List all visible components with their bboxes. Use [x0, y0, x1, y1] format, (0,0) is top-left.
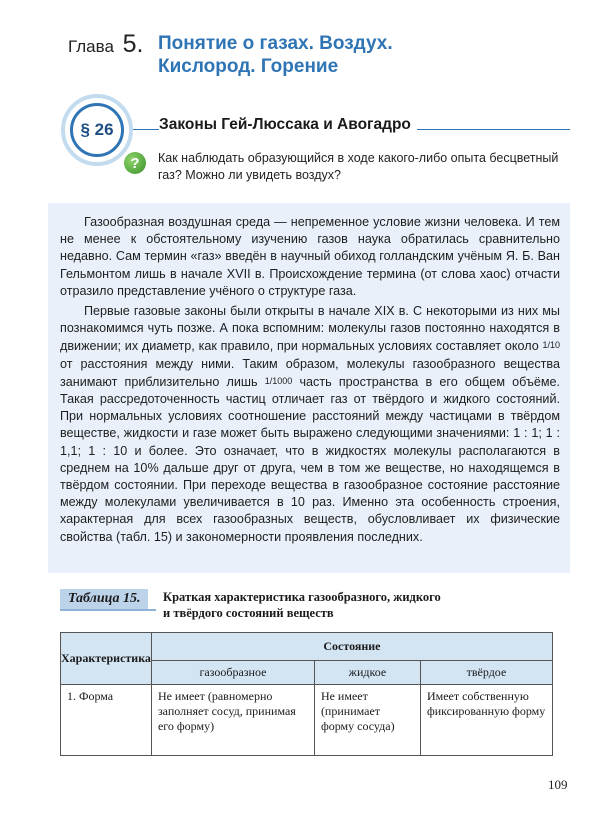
- cell-gas: Не имеет (равномерно заполняет сосуд, принимая его форму): [151, 685, 314, 756]
- question-text: Как наблюдать образующийся в ходе какого-либо опыта бесцветный газ? Можно ли увидеть воздух?: [158, 151, 559, 182]
- header-liquid: жидкое: [314, 661, 420, 685]
- section-badge: [61, 94, 133, 166]
- paragraph-1-text: Газообразная воздушная среда — непременное условие жизни человека. И тем не менее к обстоятельному изучению газов наука обратилась сравнительно недавно. Сам термин «газ» введён в научный обиход голландским учёным Я. Б. Ван Гельмонтом лишь в начале XVII в. Происхождение термина (от слова хаос) отчасти отразило представление учёного о структуре газа.: [60, 215, 560, 298]
- header-solid: твёрдое: [420, 661, 552, 685]
- cell-solid: Имеет собственную фиксированную форму: [420, 685, 552, 756]
- section-number: § 26: [70, 103, 124, 157]
- chapter-word: Глава: [68, 37, 114, 56]
- header-state: Состояние: [151, 633, 552, 661]
- paragraph-2-part-c: часть пространства в его общем объёме. Такая рассредоточенность частиц отличает газ от твёрдого и жидкого состояний. При нормальных условиях соотношение расстояний между частицами в твёрдом веществе, жидкости и газе может быть выражено следующими значениями: 1 : 1; 1 : 1,1; 1 : 10 и более. Это означает, что в жидкостях молекулы располагаются в среднем на 10% дальше друг от друга, чем в том же веществе, но находящемся в твёрдом состоянии. При переходе вещества в газообразное состояние расстояние между молекулами увеличивается в 10 раз. Именно эта особенность строения, характерная для всех газообразных веществ, обусловливает их физические свойства (табл. 15) и закономерности проявления последних.: [60, 374, 560, 544]
- table-caption-line2: и твёрдого состояний веществ: [163, 606, 334, 620]
- table-row: [61, 685, 553, 756]
- paragraph-2: [60, 303, 560, 546]
- chapter-title-line1: Понятие о газах. Воздух.: [158, 33, 393, 54]
- table-caption-line1: Краткая характеристика газообразного, жидкого: [163, 590, 441, 604]
- paragraph-1: [60, 214, 560, 300]
- paragraph-2-part-b: от расстояния между ними. Таким образом, молекулы газообразного вещества занимают приблизительно лишь: [60, 356, 560, 389]
- fraction-one-thousandth: 1/1000: [264, 375, 293, 386]
- page-number: 109: [548, 777, 568, 792]
- chapter-number: 5.: [122, 30, 144, 58]
- chapter-label: [68, 30, 144, 59]
- paragraph-2-part-a: Первые газовые законы были открыты в начале XIX в. С некоторыми из них мы познакомимся чуть позже. А пока вспомним: молекулы газов постоянно находятся в движении; их диаметр, как правило, при нормальных условиях составляет около: [60, 304, 560, 354]
- states-table: [60, 632, 553, 756]
- header-gas: газообразное: [151, 661, 314, 685]
- fraction-one-tenth: 1/10: [542, 340, 560, 351]
- chapter-title: [158, 32, 538, 78]
- table-caption-rule: [60, 609, 156, 611]
- table-caption-label: Таблица 15.: [60, 589, 148, 609]
- cell-liquid: Не имеет (принимает форму сосуда): [314, 685, 420, 756]
- header-characteristic: Характеристика: [61, 633, 152, 685]
- row-name: 1. Форма: [61, 685, 152, 756]
- section-title: Законы Гей-Люссака и Авогадро: [159, 116, 417, 134]
- chapter-title-line2: Кислород. Горение: [158, 56, 339, 77]
- question-icon: ?: [124, 152, 146, 174]
- table-caption-title: [163, 589, 523, 621]
